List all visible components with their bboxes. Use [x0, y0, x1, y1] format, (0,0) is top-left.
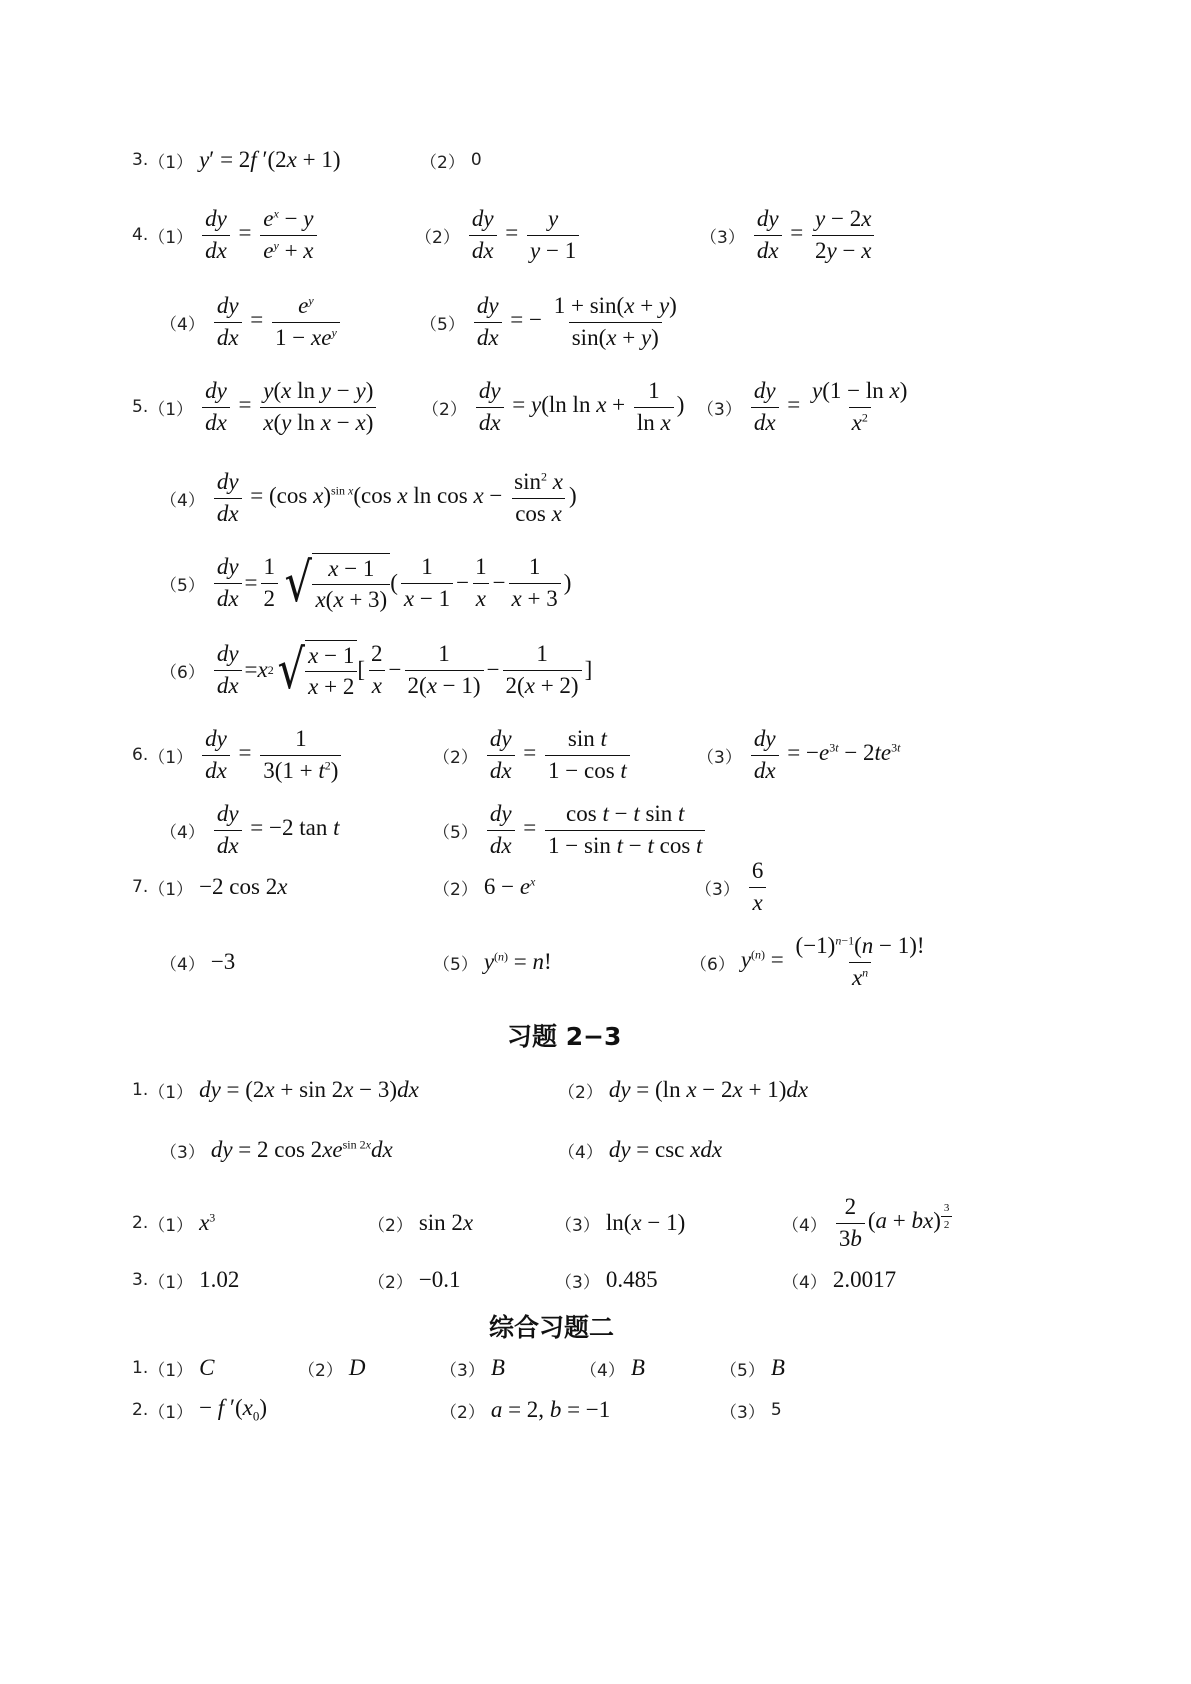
part-label: （5）	[720, 1360, 765, 1381]
part-label: （1）	[148, 152, 194, 173]
part-label: （3）	[555, 1215, 600, 1236]
part-label: （5）	[433, 822, 478, 843]
part-label: （5）	[433, 954, 478, 975]
answer-value: 2.0017	[832, 1267, 897, 1292]
answer-row	[160, 282, 343, 362]
answer-row	[720, 1370, 782, 1450]
part-label: （2）	[558, 1082, 603, 1103]
sqrt-sign: √ $\frac{x - 1}{x(x + 3)}$	[281, 553, 390, 614]
formula: dy = (ln x − 2x + 1)dx	[608, 1077, 809, 1102]
part-label: （1）	[148, 227, 194, 248]
answer-row	[132, 367, 379, 447]
part-label: （4）	[782, 1272, 827, 1293]
answer-row	[160, 922, 235, 1002]
part-label: （5）	[160, 575, 205, 596]
formula: $\frac{dy}{dx}$ = y(ln ln x + $\frac{1}{\text{ln x}}$ )	[473, 378, 685, 436]
formula: $\frac{dy}{dx}$ = $\frac{y - 2x}{2y - x}$	[751, 206, 878, 264]
formula: $\frac{dy}{dx}$ = −2 tan t	[211, 801, 340, 859]
answer-row	[132, 1240, 239, 1320]
formula: $y^{(n)}$ = $\frac{(-1)^{n-1}(n - 1)!}{x^n}$	[740, 933, 925, 990]
formula: $\frac{dy}{dx}$ = $\frac{1}{3(1 + t^2)}$	[199, 726, 344, 784]
answer-row	[690, 922, 931, 1002]
formula: $6 - e^x$	[483, 874, 536, 899]
sqrt-sign: √ $\frac{x - 1}{x + 2}$	[274, 640, 358, 701]
formula: − f $'(x_0)$	[199, 1395, 268, 1424]
part-label: （3）	[700, 227, 745, 248]
formula: ln(x − 1)	[605, 1210, 686, 1235]
problem-number: 5.	[132, 397, 149, 417]
formula: $\frac{2}{3b}$ (a + bx) $^{\frac{3}{2}}$	[833, 1194, 953, 1252]
part-label: （2）	[440, 1402, 485, 1423]
problem-number: 6.	[132, 745, 149, 765]
answer-row	[782, 1240, 896, 1320]
part-label: （3）	[697, 747, 742, 768]
answer-row	[160, 1110, 393, 1190]
part-label: （2）	[420, 152, 465, 173]
section-heading: 综合习题二	[489, 1313, 615, 1342]
part-label: （1）	[148, 1402, 194, 1423]
part-label: （3）	[695, 879, 740, 900]
formula: a = 2, b = −1	[490, 1397, 611, 1422]
answer-value: C	[199, 1355, 215, 1380]
formula: $\frac{dy}{dx}$ = $-e^{3t} - 2te^{3t}$	[748, 726, 901, 784]
problem-number: 1.	[132, 1358, 149, 1378]
answer-row	[132, 120, 341, 200]
answer-row	[160, 458, 577, 538]
answer-value: D	[348, 1355, 366, 1380]
formula: $x^3$	[199, 1210, 216, 1235]
answer-row	[132, 847, 287, 927]
answer-row	[697, 715, 901, 795]
part-label: （1）	[148, 879, 194, 900]
formula: $\frac{6}{x}$	[746, 858, 770, 916]
answer-row	[298, 1328, 365, 1408]
part-label: （1）	[148, 1082, 194, 1103]
part-label: （4）	[160, 822, 205, 843]
part-label: （2）	[422, 399, 467, 420]
part-label: （3）	[697, 399, 742, 420]
answer-row	[697, 367, 913, 447]
part-label: （2）	[433, 747, 478, 768]
part-label: （1）	[148, 1272, 194, 1293]
problem-number: 4.	[132, 225, 149, 245]
formula: $\frac{dy}{dx}$ = $\frac{\text{y(1 − ln x)}}{x^2}$	[748, 378, 914, 436]
formula: $\frac{dy}{dx}$ = $\frac{1}{2}$ √ $\frac{x - 1}{x(x + 3)}$ ( $\frac{1}{x - 1}$ − $\frac{1}{x}$ − $\frac{1}{x + 3}$ )	[211, 553, 572, 614]
answer-row	[160, 543, 571, 623]
part-label: （3）	[720, 1402, 765, 1423]
formula: $\frac{dy}{dx}$ = − $\frac{1 + \sin(x + y)}{\sin(x + y)}$	[471, 293, 683, 351]
formula: −3	[210, 949, 236, 974]
part-label: （2）	[368, 1272, 413, 1293]
formula: $\frac{dy}{dx}$ = $\frac{e^y}{1 - xe^y}$	[211, 293, 343, 351]
answer-value: 1.02	[199, 1267, 240, 1292]
part-label: （6）	[160, 662, 205, 683]
part-label: （4）	[160, 954, 205, 975]
formula: −2 cos 2x	[199, 874, 288, 899]
formula: $\frac{dy}{dx}$ = $\frac{e^x - y}{e^y + x}$	[199, 206, 319, 264]
part-label: （2）	[415, 227, 460, 248]
answer-value: B	[770, 1355, 785, 1380]
formula: $\frac{dy}{dx}$ = $\frac{y}{y - 1}$	[466, 206, 582, 264]
section-heading: 习题 2−3	[507, 1022, 622, 1051]
answer-row	[368, 1240, 461, 1320]
answer-row	[433, 922, 552, 1002]
part-label: （3）	[160, 1142, 205, 1163]
answer-row	[558, 1110, 722, 1190]
formula: $y^{(n)} = n$!	[483, 949, 552, 974]
problem-number: 2.	[132, 1213, 149, 1233]
answer-row	[415, 195, 582, 275]
problem-number: 7.	[132, 877, 149, 897]
answer-row	[433, 715, 633, 795]
answer-row	[440, 1370, 610, 1450]
part-label: （3）	[440, 1360, 485, 1381]
problem-number: 2.	[132, 1400, 149, 1420]
problem-number: 3.	[132, 1270, 149, 1290]
formula: y′ = 2f ′(2x + 1)	[199, 147, 341, 172]
part-label: （1）	[148, 1360, 194, 1381]
problem-number: 3.	[132, 150, 149, 170]
formula: dy = csc xdx	[608, 1137, 723, 1162]
answer-value: 5	[770, 1400, 782, 1420]
part-label: （2）	[368, 1215, 413, 1236]
formula: $\frac{dy}{dx}$ = $\frac{\text{sin t}}{\text{1 − cos t}}$	[484, 726, 633, 784]
part-label: （1）	[148, 1215, 194, 1236]
answer-row	[422, 367, 684, 447]
answer-row	[420, 120, 482, 200]
part-label: （4）	[160, 314, 205, 335]
answer-row	[433, 847, 535, 927]
answer-value: 0.485	[605, 1267, 658, 1292]
formula: $\frac{dy}{dx}$ = (cos x)$^{sin x}$(cos x ln cos x − $\frac{\sin^2 x}{\text{cos x}}$ )	[211, 469, 577, 527]
answer-row	[695, 847, 769, 927]
answer-row	[132, 1370, 267, 1450]
answer-row	[132, 195, 320, 275]
part-label: （4）	[782, 1215, 827, 1236]
answer-row	[160, 630, 592, 710]
answer-row	[420, 282, 683, 362]
formula: dy = (2x + sin 2x − 3)dx	[199, 1077, 419, 1102]
answer-value: B	[490, 1355, 505, 1380]
part-label: （4）	[580, 1360, 625, 1381]
part-label: （1）	[148, 399, 194, 420]
part-label: （2）	[433, 879, 478, 900]
part-label: （4）	[558, 1142, 603, 1163]
formula: $\frac{dy}{dx}$ = $\frac{\text{y(x ln y − y)}}{\text{x(y ln x − x)}}$	[199, 378, 379, 436]
answer-row	[132, 715, 344, 795]
answer-value: −0.1	[418, 1267, 461, 1292]
part-label: （3）	[555, 1272, 600, 1293]
answer-row	[700, 195, 877, 275]
formula: dy = 2 $\cos 2xe^{sin 2x}dx$	[210, 1137, 393, 1162]
answer-value: B	[630, 1355, 645, 1380]
part-label: （1）	[148, 747, 194, 768]
part-label: （6）	[690, 954, 735, 975]
problem-number: 1.	[132, 1080, 149, 1100]
formula: sin 2x	[418, 1210, 474, 1235]
formula: $\frac{dy}{dx}$ = x 2 √ $\frac{x - 1}{x + 2}$ [ $\frac{2}{x}$ − $\frac{1}{2(x - 1)}$ − $\frac{1}{2(x + 2)}$ ]	[211, 640, 592, 701]
answer-value: 0	[470, 150, 482, 170]
formula: $\frac{dy}{dx}$ = $\frac{\text{cos t − t sin t}}{\text{1 − sin t − t cos t}}$	[484, 801, 709, 859]
part-label: （5）	[420, 314, 465, 335]
part-label: （4）	[160, 490, 205, 511]
part-label: （2）	[298, 1360, 343, 1381]
